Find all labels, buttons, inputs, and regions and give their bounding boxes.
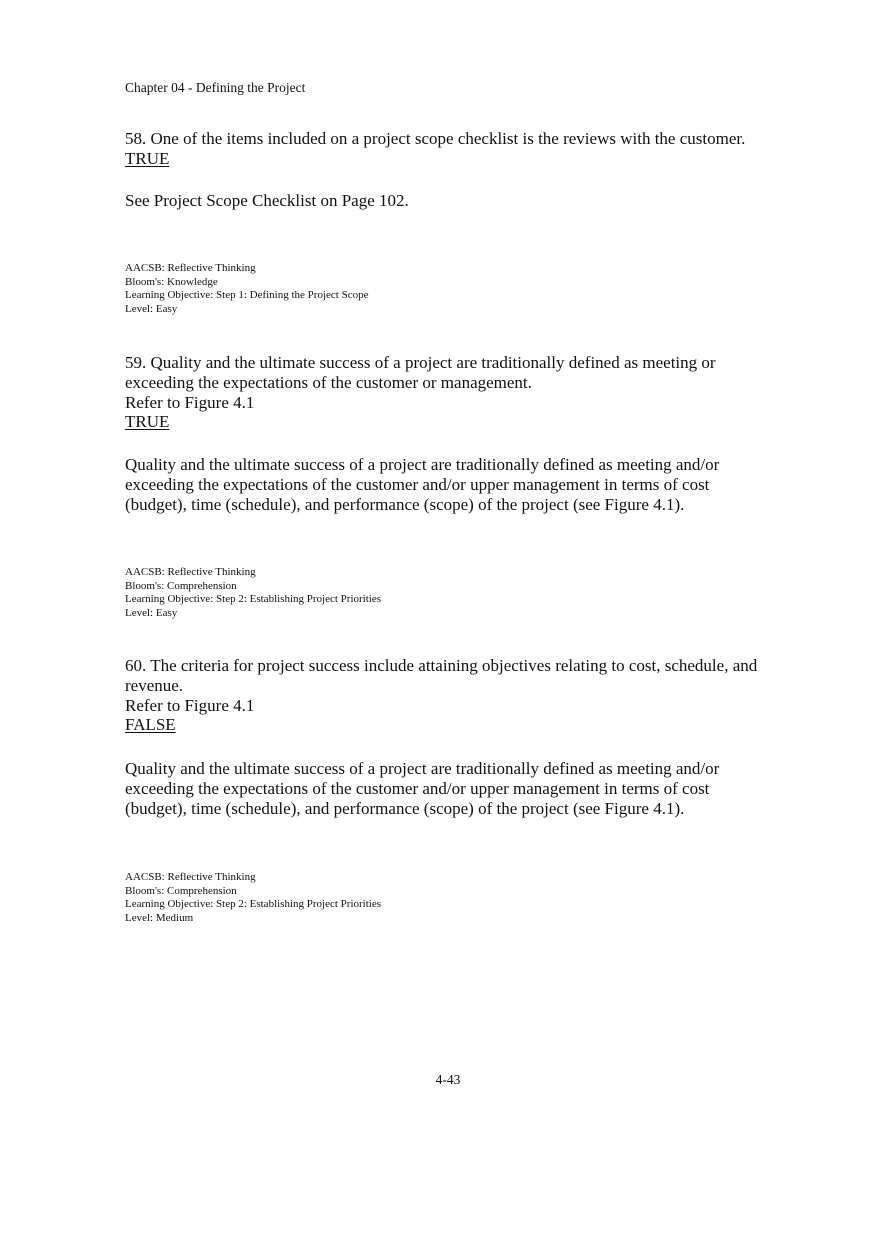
metadata-60: [125, 871, 381, 925]
figure-reference: Refer to Figure 4.1: [125, 392, 255, 412]
explanation-text: Quality and the ultimate success of a project are traditionally defined as meeting and/or: [125, 455, 720, 474]
question-text: exceeding the expectations of the customer or management.: [125, 372, 532, 392]
meta-level: Level: Medium: [125, 911, 194, 924]
meta-level: Level: Easy: [125, 302, 178, 315]
page-number: 4-43: [435, 1072, 461, 1087]
meta-objective: Learning Objective: Step 2: Establishing Project Priorities: [125, 898, 382, 911]
explanation-text: Quality and the ultimate success of a project are traditionally defined as meeting and/or: [125, 759, 720, 778]
question-text: revenue.: [125, 675, 184, 695]
explanation-59: [125, 455, 785, 514]
meta-aacsb: AACSB: Reflective Thinking: [125, 566, 256, 578]
question-59: [125, 353, 785, 432]
meta-aacsb: AACSB: Reflective Thinking: [125, 262, 256, 274]
question-58: [125, 129, 785, 169]
meta-blooms: Bloom's: Comprehension: [125, 579, 237, 592]
question-text: 60. The criteria for project success include attaining objectives relating to cost, schedule, and: [125, 656, 758, 675]
figure-reference: Refer to Figure 4.1: [125, 695, 255, 715]
question-text: 59. Quality and the ultimate success of a project are traditionally defined as meeting or: [125, 353, 716, 372]
metadata-58: [125, 262, 368, 316]
meta-blooms: Bloom's: Knowledge: [125, 275, 218, 288]
chapter-header: Chapter 04 - Defining the Project: [125, 80, 306, 95]
explanation-text: (budget), time (schedule), and performance (scope) of the project (see Figure 4.1).: [125, 798, 685, 818]
explanation-60: [125, 759, 785, 818]
answer: TRUE: [125, 148, 170, 168]
explanation-text: exceeding the expectations of the customer and/or upper management in terms of cost: [125, 778, 710, 798]
meta-objective: Learning Objective: Step 2: Establishing Project Priorities: [125, 593, 382, 606]
explanation-text: exceeding the expectations of the customer and/or upper management in terms of cost: [125, 474, 710, 494]
explanation-58: [125, 191, 785, 211]
meta-aacsb: AACSB: Reflective Thinking: [125, 871, 256, 883]
answer: FALSE: [125, 715, 176, 735]
metadata-59: [125, 566, 381, 620]
explanation-text: See Project Scope Checklist on Page 102.: [125, 191, 409, 210]
meta-blooms: Bloom's: Comprehension: [125, 884, 237, 897]
meta-level: Level: Easy: [125, 606, 178, 619]
question-60: [125, 656, 785, 735]
question-text: 58. One of the items included on a project scope checklist is the reviews with the customer.: [125, 129, 746, 148]
answer: TRUE: [125, 412, 170, 432]
meta-objective: Learning Objective: Step 1: Defining the Project Scope: [125, 289, 369, 302]
explanation-text: (budget), time (schedule), and performance (scope) of the project (see Figure 4.1).: [125, 494, 685, 514]
